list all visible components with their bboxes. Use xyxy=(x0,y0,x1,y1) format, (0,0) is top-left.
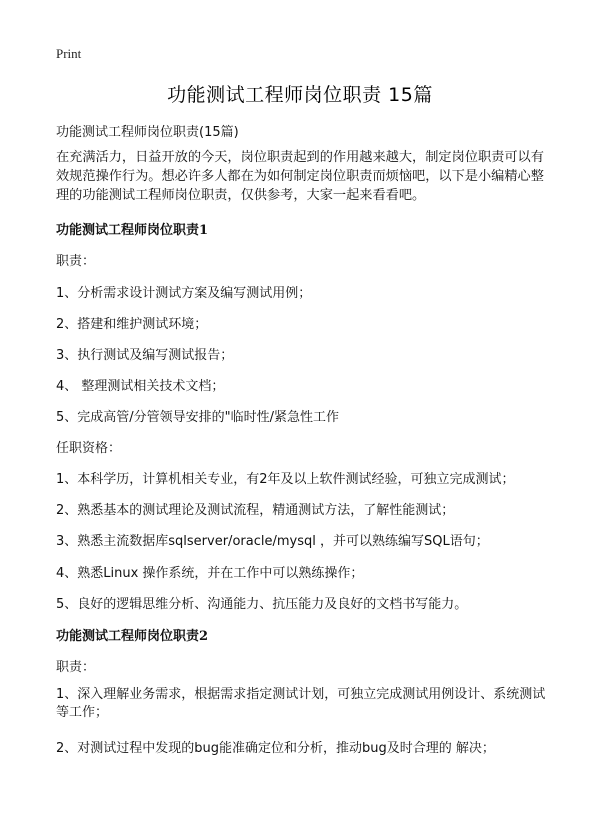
list-item: 1、本科学历，计算机相关专业，有2年及以上软件测试经验，可独立完成测试； xyxy=(56,472,515,487)
list-item: 2、搭建和维护测试环境； xyxy=(56,317,208,332)
list-item: 3、执行测试及编写测试报告； xyxy=(56,348,234,363)
print-label: Print xyxy=(56,46,82,61)
section-2-heading: 功能测试工程师岗位职责2 xyxy=(56,629,209,644)
list-item: 1、分析需求设计测试方案及编写测试用例； xyxy=(56,286,312,301)
section-1-heading: 功能测试工程师岗位职责1 xyxy=(56,223,209,238)
list-item: 3、熟悉主流数据库sqlserver/oracle/mysql ，并可以熟练编写SQL语句； xyxy=(56,534,489,549)
list-item: 2、对测试过程中发现的bug能准确定位和分析，推动bug及时合理的 解决； xyxy=(56,741,495,756)
section-1-qual-label: 任职资格： xyxy=(56,441,122,456)
section-2-duties-label: 职责： xyxy=(56,660,96,675)
intro-paragraph: 在充满活力，日益开放的今天，岗位职责起到的作用越来越大，制定岗位职责可以有效规范操作行为。想必许多人都在为如何制定岗位职责而烦恼吧，以下是小编精心整理的功能测试工程师岗位职责，仅供参考，大家一起来看看吧。 xyxy=(56,150,544,203)
document-subtitle: 功能测试工程师岗位职责(15篇) xyxy=(56,125,239,140)
list-item: 1、深入理解业务需求，根据需求指定测试计划，可独立完成测试用例设计、系统测试等工作； xyxy=(56,687,546,720)
list-item: 5、完成高管/分管领导安排的"临时性/紧急性工作 xyxy=(56,410,340,425)
list-item: 4、 整理测试相关技术文档； xyxy=(56,379,225,394)
list-item: 4、熟悉Linux 操作系统，并在工作中可以熟练操作； xyxy=(56,566,364,581)
section-1-duties-label: 职责： xyxy=(56,254,96,269)
document-title: 功能测试工程师岗位职责 15篇 xyxy=(167,84,433,106)
list-item: 2、熟悉基本的测试理论及测试流程，精通测试方法，了解性能测试； xyxy=(56,503,455,518)
list-item: 5、良好的逻辑思维分析、沟通能力、抗压能力及良好的文档书写能力。 xyxy=(56,597,468,612)
